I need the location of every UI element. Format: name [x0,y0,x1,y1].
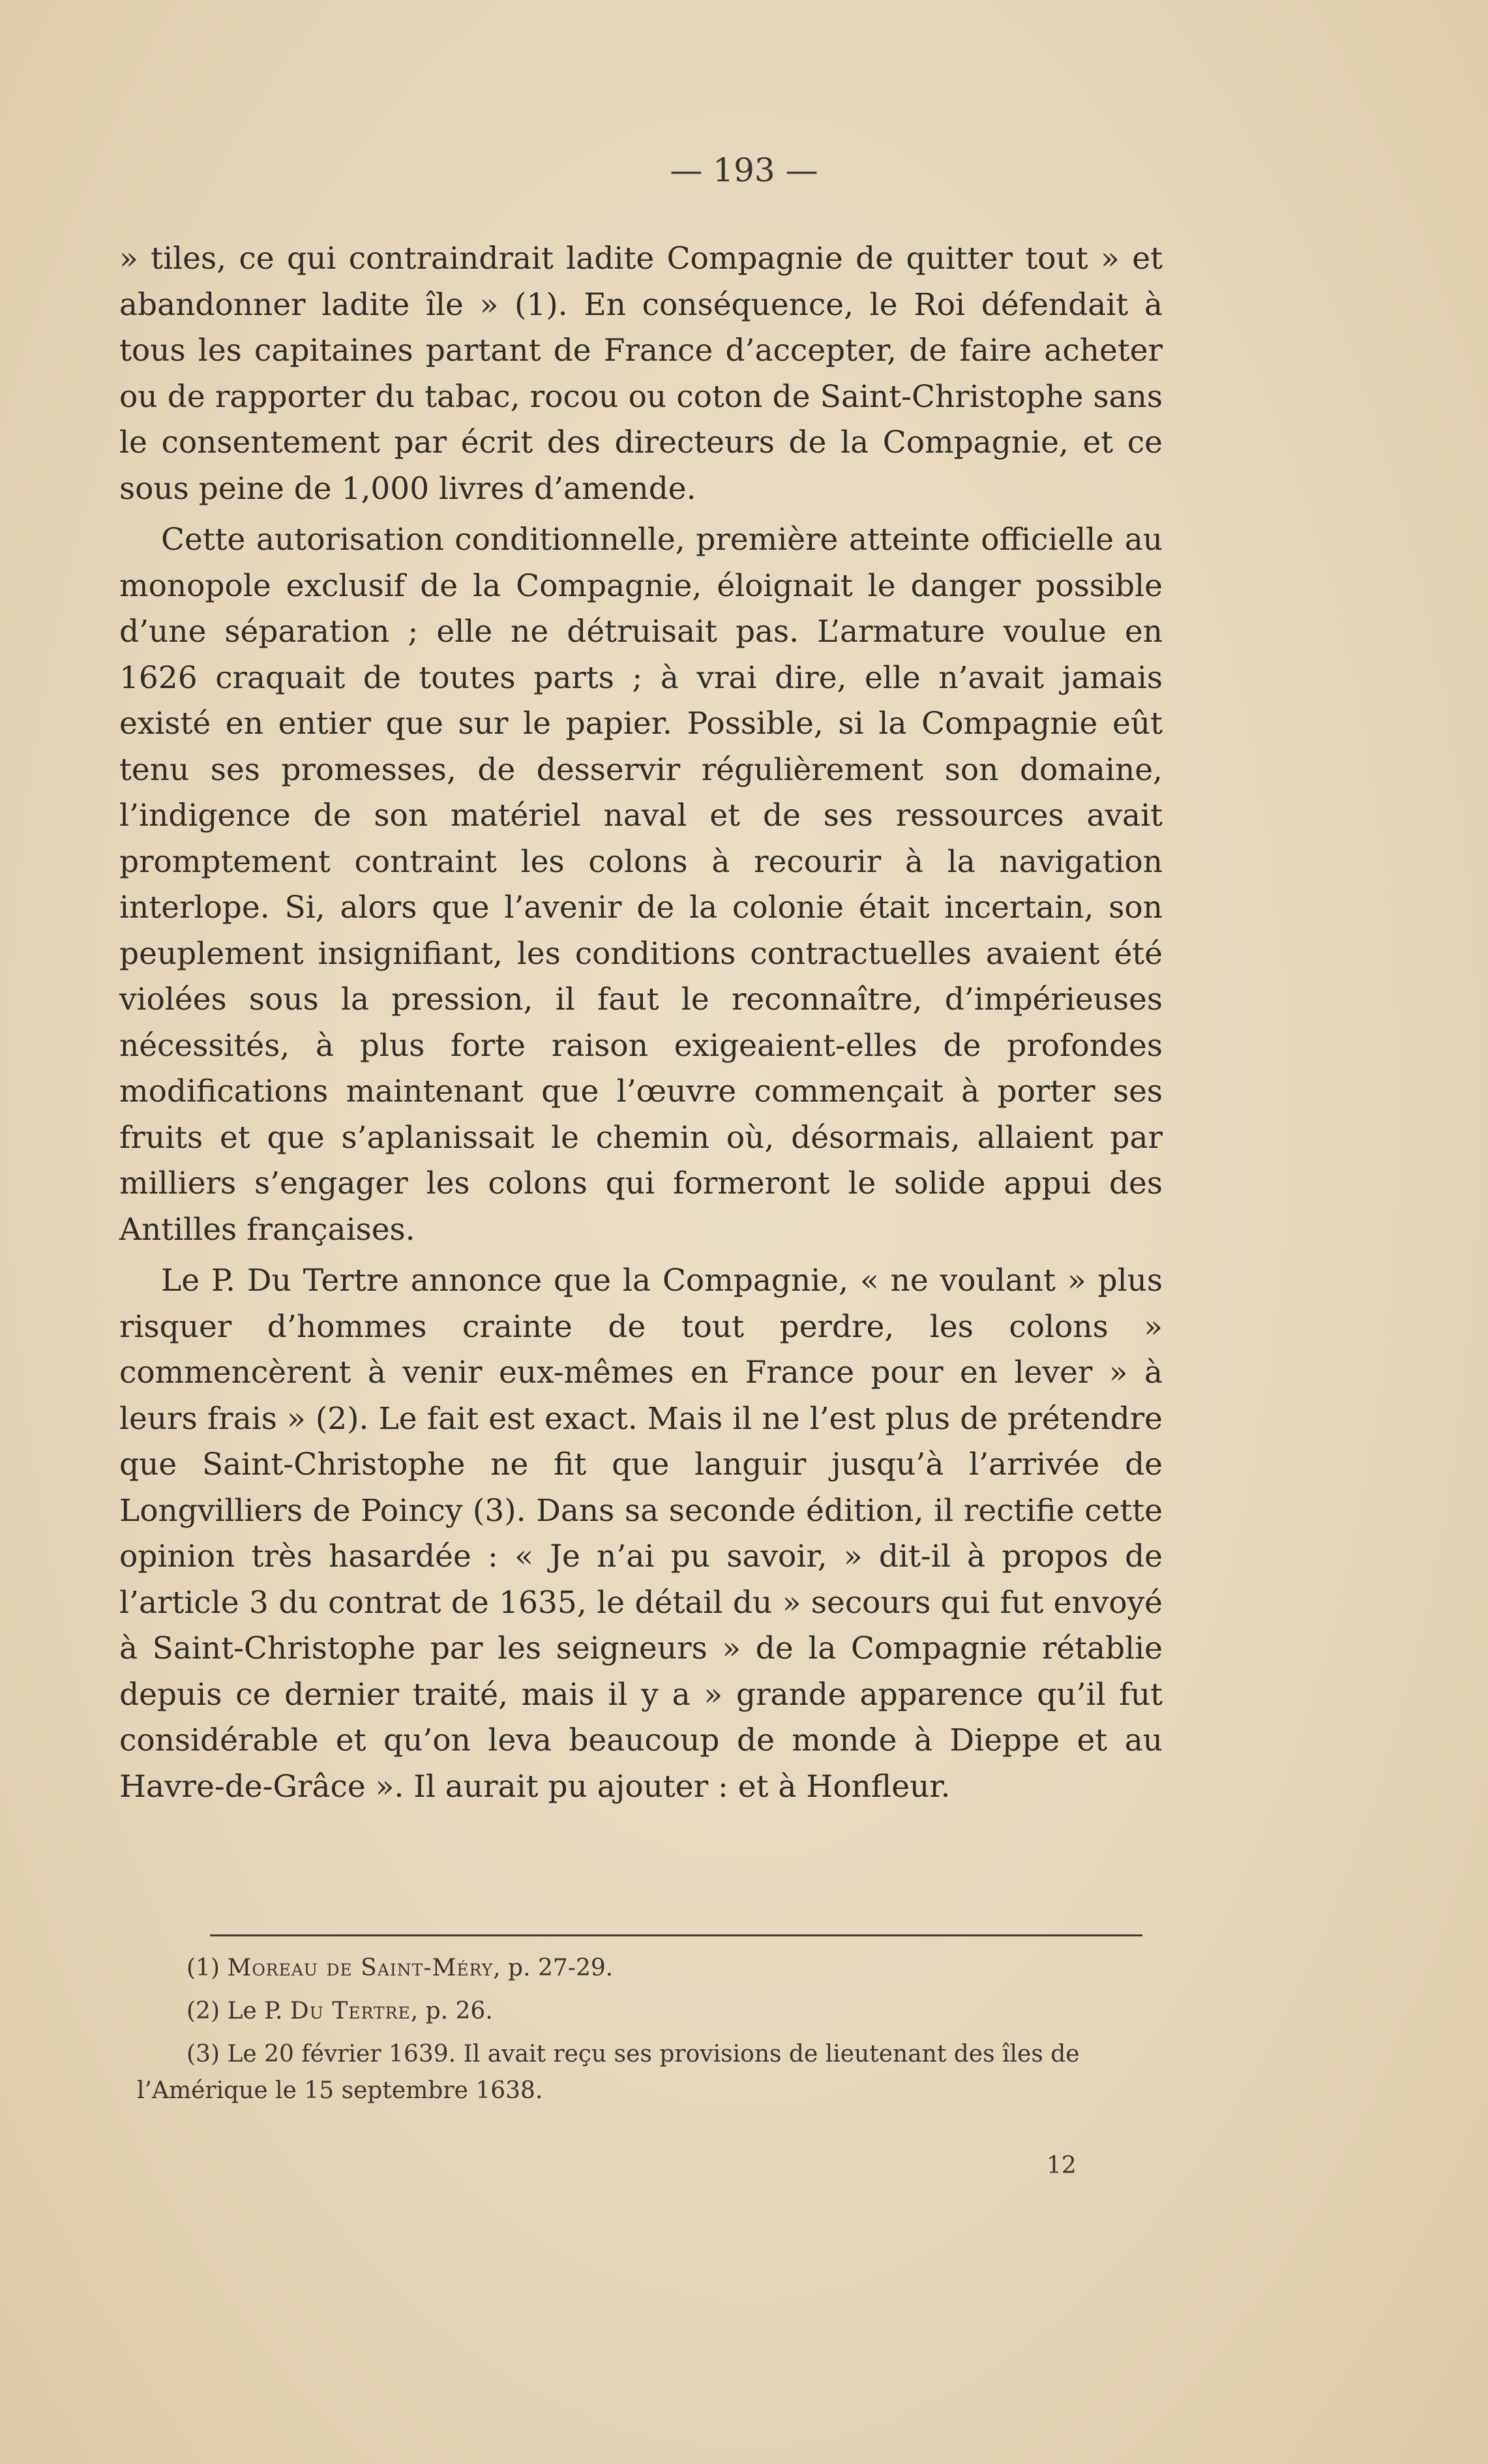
footnote-author-prefix: Le P. [227,1998,290,2024]
footnote-1 [137,1950,1154,1987]
paragraph-3: Le P. Du Tertre annonce que la Compagnie, « ne voulant » plus risquer d’hommes crainte de tout perdre, les colons » commencèrent à venir eux-mêmes en France pour en lever » à leurs frais » (2). Le fait est exact. Mais il ne l’est plus de prétendre que Saint-Christophe ne fit que languir jusqu’à l’arrivée de Longvilliers de Poincy (3). Dans sa seconde édition, il rectifie cette opinion très hasardée : « Je n’ai pu savoir, » dit-il à propos de l’article 3 du contrat de 1635, le détail du » secours qui fut envoyé à Saint-Christophe par les seigneurs » de la Compagnie rétablie depuis ce dernier traité, mais il y a » grande apparence qu’il fut considérable et qu’on leva beaucoup de monde à Dieppe et au Havre-de-Grâce ». Il aurait pu ajouter : et à Honfleur. [119,1263,1163,1805]
footnote-separator [210,1934,1142,1936]
footnote-author: Du Tertre [290,1998,411,2024]
footnote-ref: , p. 26. [410,1998,493,2024]
footnote-ref: , p. 27-29. [493,1955,614,1981]
paragraph-1: » tiles, ce qui contraindrait ladite Compagnie de quitter tout » et abandonner ladite île » (1). En conséquence, le Roi défendait à tous les capitaines partant de France d’accepter, de faire acheter ou de rapporter du tabac, rocou ou coton de Saint-Christophe sans le consentement par écrit des directeurs de la Compagnie, et ce sous peine de 1,000 livres d’amende. [119,241,1163,507]
footnote-marker: (1) [186,1955,220,1981]
footnote-2 [137,1993,1154,2030]
main-text [119,236,1163,1810]
footnote-text: Le 20 février 1639. Il avait reçu ses provisions de lieutenant des îles de l’Amérique le 15 septembre 1638. [137,2041,1080,2104]
signature-mark: 12 [1047,2152,1077,2179]
paragraph-2: Cette autorisation conditionnelle, première atteinte officielle au monopole exclusif de la Compagnie, éloignait le danger possible d’une séparation ; elle ne détruisait pas. L’armature voulue en 1626 craquait de toutes parts ; à vrai dire, elle n’avait jamais existé en entier que sur le papier. Possible, si la Compagnie eût tenu ses promesses, de desservir régulièrement son domaine, l’indigence de son matériel naval et de ses ressources avait promptement contraint les colons à recourir à la navigation interlope. Si, alors que l’avenir de la colonie était incertain, son peuplement insignifiant, les conditions contractuelles avaient été violées sous la pression, il faut le reconnaître, d’impérieuses nécessités, à plus forte raison exigeaient-elles de profondes modifications maintenant que l’œuvre commençait à porter ses fruits et que s’aplanissait le chemin où, désormais, allaient par milliers s’engager les colons qui formeront le solide appui des Antilles françaises. [119,522,1163,1248]
footnotes [137,1950,1154,2116]
footnote-3 [137,2036,1154,2109]
footnote-marker: (2) [186,1998,220,2024]
footnote-marker: (3) [186,2041,220,2067]
page-number: — 193 — [670,151,818,189]
footnote-author: Moreau de Saint-Méry [227,1955,494,1981]
